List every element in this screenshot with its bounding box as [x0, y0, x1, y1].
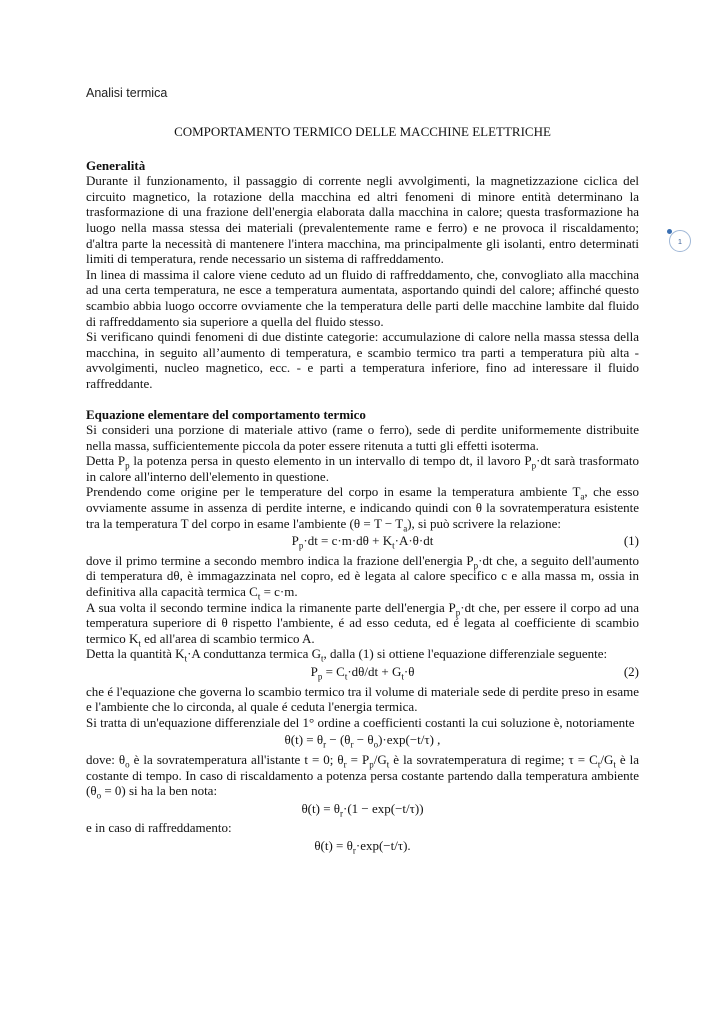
paragraph: Detta $P_p$ la potenza persa in questo elemento in un intervallo di tempo dt, il lavoro $P_p\cdot dt$ sarà trasformato in calore all'interno dell'elemento in questione.: [86, 453, 639, 484]
paragraph: Si tratta di un'equazione differenziale del 1° ordine a coefficienti costanti la cui soluzione è, notoriamente: [86, 714, 635, 730]
equation-3: $\theta(t) = \theta_r - (\theta_r - \theta_o)\cdot\exp(-t/\tau)$ ,: [284, 732, 441, 750]
equation-4: $\theta(t) = \theta_r\cdot(1 - \exp(-t/\tau))$: [301, 800, 424, 819]
section-heading-generalita: Generalità: [86, 157, 146, 173]
equation-number: (2): [623, 664, 639, 679]
page-header: Analisi termica: [86, 86, 168, 100]
equation-2: $P_p = C_t\cdot d\theta/dt + G_t\cdot\theta$ (2): [310, 664, 639, 682]
paragraph: Durante il funzionamento, il passaggio di corrente negli avvolgimenti, la magnetizzazione ciclica del circuito magnetico, la rotazione della macchina ed altri fenomeni di minore entità determinano la trasformazione di una frazione dell'energia elaborata dalla macchina in calore; questa trasformazione ha luogo nella massa stessa dei materiali (prevalentemente rame e ferro) e ne provoca il riscaldamento; d'altra parte la necessità di mantenere l'intera macchina, ma principalmente gli isolanti, entro determinati limiti di temperatura, rende necessario un sistema di raffreddamento.: [86, 173, 639, 267]
paragraph: In linea di massima il calore viene ceduto ad un fluido di raffreddamento, che, convogliato alla macchina ad una certa temperatura, ne esce a temperatura aumentata, asportando quindi del calore; affinché questo scambio abbia luogo occorre ovviamente che la temperatura delle parti delle macchine lambite dal fluido di raffreddamento sia superiore a quella del fluido stesso.: [86, 266, 639, 329]
section-gap: [86, 392, 639, 407]
page-number-badge[interactable]: 1: [669, 230, 691, 252]
paragraph: A sua volta il secondo termine indica la rimanente parte dell'energia $P_p\cdot dt$ che, per essere il corpo ad una temperatura superiore di θ rispetto l'ambiente, é ad esso ceduta, ed é legata al coefficiente di scambio termico $K_t$ ed all'area di scambio termico A.: [86, 599, 639, 649]
paragraph: dove: $\theta_o$ è la sovratemperatura all'istante t = 0; $\theta_r = P_p/G_t$ è la sovratemperatura di regime; $\tau = C_t/G_t$ è la costante di tempo. In caso di riscaldamento a potenza persa costante partendo dalla temperatura ambiente $(\theta_o = 0)$ si ha la ben nota:: [86, 751, 640, 801]
paragraph: Si verificano quindi fenomeni di due distinte categorie: accumulazione di calore nella massa stessa della macchina, in seguito all’aumento di temperatura, e scambio termico tra parti a temperatura più alta - avvolgimenti, nucleo magnetico, ecc. - e parti a temperatura inferiore, fino ad interessare il fluido raffreddante.: [86, 329, 639, 391]
paragraph: Si consideri una porzione di materiale attivo (rame o ferro), sede di perdite uniformemente distribuite nella massa, sufficientemente piccola da poter essere ritenuta a tutti gli effetti isoterma.: [86, 422, 639, 453]
document-content: [86, 124, 639, 858]
equation-1: $P_p\cdot dt = c\cdot m\cdot d\theta + K_t\cdot A\cdot\theta\cdot dt$ (1): [291, 533, 639, 551]
paragraph: Detta la quantità $K_t\cdot A$ conduttanza termica $G_t$, dalla (1) si ottiene l'equazione differenziale seguente:: [86, 646, 608, 664]
paragraph: e in caso di raffreddamento:: [86, 820, 232, 836]
document-title: COMPORTAMENTO TERMICO DELLE MACCHINE ELETTRICHE: [174, 124, 551, 139]
equation-5: $\theta(t) = \theta_r\cdot\exp(-t/\tau)$.: [314, 837, 411, 856]
paragraph: dove il primo termine a secondo membro indica la frazione dell'energia $P_p\cdot dt$ che, a seguito dell'aumento di temperatura dθ, è immagazzinata nel copro, ed è legata al calore specifico c e alla massa m, ossia in definitiva alla capacità termica $C_t = c\cdot m$.: [86, 552, 639, 602]
paragraph: che é l'equazione che governa lo scambio termico tra il volume di materiale sede di perdite preso in esame e l'ambiente che lo circonda, al quale é ceduta l'energia termica.: [86, 683, 639, 715]
section-heading-equazione: Equazione elementare del comportamento termico: [86, 406, 366, 422]
equation-number: (1): [623, 533, 639, 549]
paragraph: Prendendo come origine per le temperature del corpo in esame la temperatura ambiente $T_a$, che esso ovviamente assume in assenza di perdite interne, e indicando quindi con θ la sovratemperatura esistente tra la temperatura T del corpo in esame l'ambiente $(\theta = T - T_a)$, si può scrivere la relazione:: [86, 484, 639, 534]
